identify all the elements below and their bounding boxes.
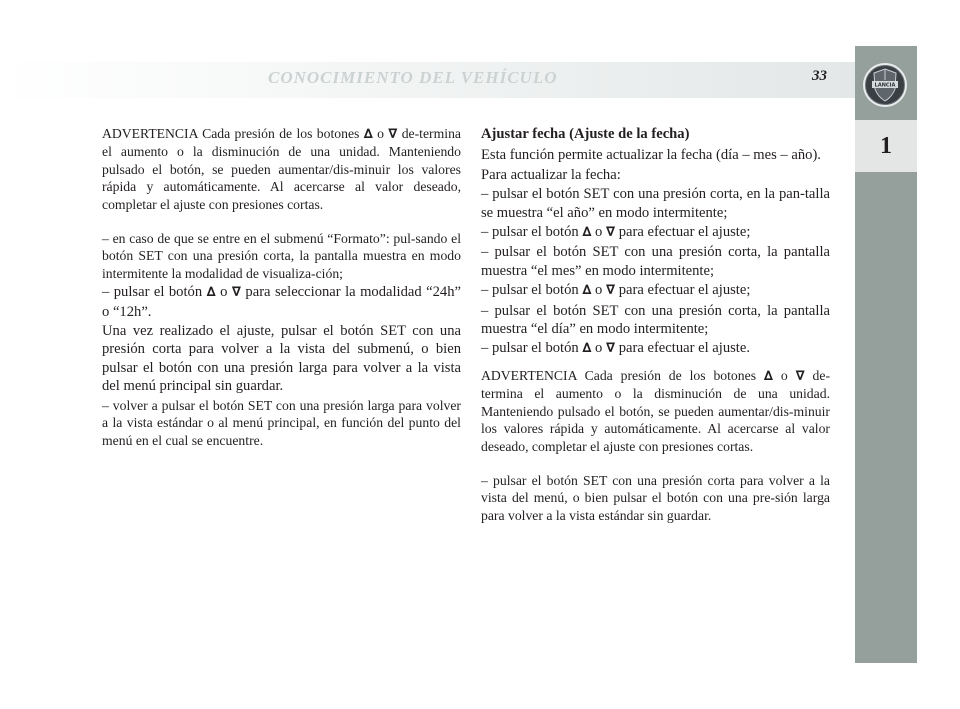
warning-paragraph: ADVERTENCIA Cada presión de los botones ∆ o ∇ de-termina el aumento o la disminución de una unidad. Manteniendo pulsado el botón, se pueden aumentar/dis-minuir los valores rápida y automáticamente. Al acercarse al valor deseado, completar el ajuste con presiones cortas. [102,126,461,212]
paragraph: – pulsar el botón SET con una presión corta para volver a la vista del menú, o bien pulsar el botón con una pre-sión larga para volver a la vista estándar sin guardar. [481,472,830,523]
paragraph: – en caso de que se entre en el submenú “Formato”: pul-sando el botón SET con una presión corta, la pantalla muestra en modo intermitente la modalidad de visualiza-ción; [102,231,461,281]
paragraph: – pulsar el botón ∆ o ∇ para efectuar el ajuste; [481,282,751,299]
up-arrow-icon: ∆ [582,283,592,299]
paragraph: – pulsar el botón ∆ o ∇ para efectuar el ajuste; [481,224,751,241]
chapter-header-title: CONOCIMIENTO DEL VEHÍCULO [268,68,558,87]
warning-paragraph: ADVERTENCIA Cada presión de los botones ∆ o ∇ de-termina el aumento o la disminución de una unidad. Manteniendo pulsado el botón, se pueden aumentar/dis-minuir los valores rápida y automáticamente. Al acercarse al valor deseado, completar el ajuste con presiones cortas. [481,367,830,454]
chapter-number: 1 [880,132,892,159]
down-arrow-icon: ∇ [388,127,398,142]
right-column [481,125,830,524]
paragraph: – pulsar el botón SET con una presión corta, la pantalla muestra “el mes” en modo intermitente; [481,244,830,279]
paragraph: – volver a pulsar el botón SET con una presión larga para volver a la vista estándar o al menú principal, en función del punto del menú en el cual se encuentre. [102,397,461,448]
down-arrow-icon: ∇ [795,368,805,384]
down-arrow-icon: ∇ [606,283,616,299]
down-arrow-icon: ∇ [606,225,616,241]
paragraph: – pulsar el botón SET con una presión corta, la pantalla muestra “el día” en modo intermitente; [481,302,830,338]
down-arrow-icon: ∇ [606,341,616,357]
section-heading: Ajustar fecha (Ajuste de la fecha) [481,126,690,142]
paragraph: Esta función permite actualizar la fecha (día – mes – año). [481,147,821,164]
up-arrow-icon: ∆ [206,285,216,301]
chapter-tab[interactable] [855,120,917,172]
up-arrow-icon: ∆ [582,341,592,357]
paragraph: – pulsar el botón SET con una presión corta, en la pan-talla se muestra “el año” en modo intermitente; [481,186,830,221]
paragraph: – pulsar el botón ∆ o ∇ para seleccionar la modalidad “24h” o “12h”. [102,284,461,320]
down-arrow-icon: ∇ [231,285,241,301]
page-number: 33 [812,68,827,84]
left-column [102,125,461,449]
paragraph: – pulsar el botón ∆ o ∇ para efectuar el ajuste. [481,340,750,357]
up-arrow-icon: ∆ [763,368,773,384]
up-arrow-icon: ∆ [363,127,373,142]
up-arrow-icon: ∆ [582,225,592,241]
paragraph: Una vez realizado el ajuste, pulsar el botón SET con una presión corta para volver a la vista del submenú, o bien pulsar el botón con una presión larga para volver a la vista del menú principal sin guardar. [102,323,461,395]
paragraph: Para actualizar la fecha: [481,166,621,183]
svg-text:LANCIA: LANCIA [874,82,896,89]
lancia-shield-icon [862,62,908,108]
